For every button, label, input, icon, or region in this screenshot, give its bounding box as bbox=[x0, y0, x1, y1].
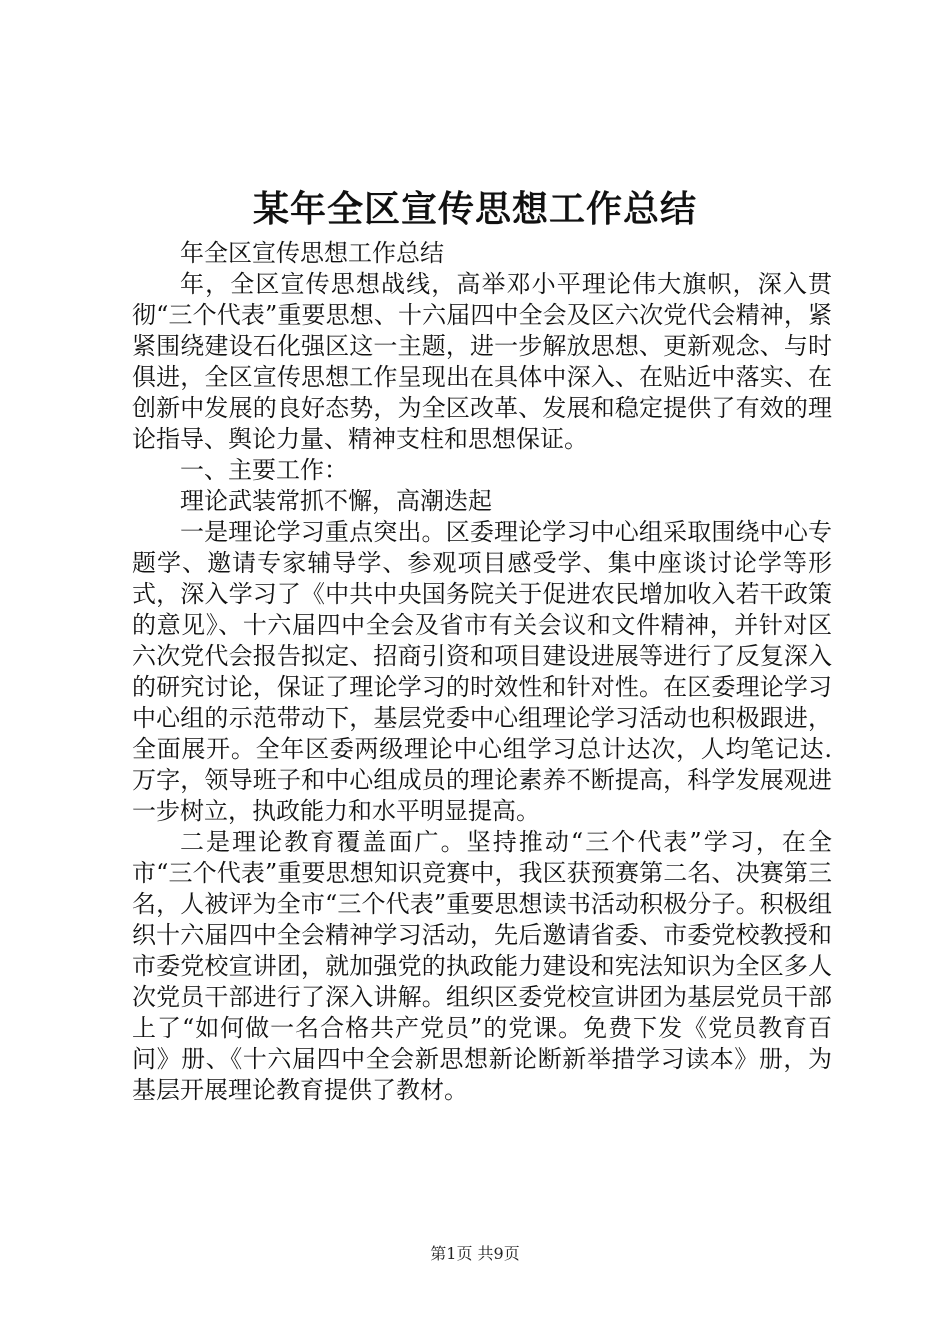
paragraph-subtitle: 年全区宣传思想工作总结 bbox=[180, 239, 444, 267]
page-number-footer: 第1页 共9页 bbox=[430, 1244, 520, 1263]
section-heading: 一、主要工作： bbox=[180, 456, 348, 484]
paragraph-theory-education: 二是理论教育覆盖面广。坚持推动“三个代表”学习，在全市“三个代表”重要思想知识竞赛中，我区获预赛第二名、决赛第三名，人被评为全市“三个代表”重要思想读书活动积极分子。积极组织十六届四中全会精神学习活动，先后邀请省委、市委党校教授和市委党校宣讲团，就加强党的执政能力建设和宪法知识为全区多人次党员干部进行了深入讲解。组织区委党校宣讲团为基层党员干部上了“如何做一名合格共产党员”的党课。免费下发《党员教育百问》册、《十六届四中全会新思想新论断新举措学习读本》册，为基层开展理论教育提供了教材。 bbox=[132, 828, 832, 1104]
subsection-heading: 理论武装常抓不懈，高潮迭起 bbox=[180, 487, 492, 515]
document-body bbox=[132, 238, 832, 1106]
document-title: 某年全区宣传思想工作总结 bbox=[252, 188, 697, 230]
paragraph-theory-study: 一是理论学习重点突出。区委理论学习中心组采取围绕中心专题学、邀请专家辅导学、参观项目感受学、集中座谈讨论学等形式，深入学习了《中共中央国务院关于促进农民增加收入若干政策的意见》、十六届四中全会及省市有关会议和文件精神，并针对区六次党代会报告拟定、招商引资和项目建设进展等进行了反复深入的研究讨论，保证了理论学习的时效性和针对性。在区委理论学习中心组的示范带动下，基层党委中心组理论学习活动也积极跟进，全面展开。全年区委两级理论中心组学习总计达次，人均笔记达.万字，领导班子和中心组成员的理论素养不断提高，科学发展观进一步树立，执政能力和水平明显提高。 bbox=[132, 518, 832, 825]
paragraph-intro: 年，全区宣传思想战线，高举邓小平理论伟大旗帜，深入贯彻“三个代表”重要思想、十六届四中全会及区六次党代会精神，紧紧围绕建设石化强区这一主题，进一步解放思想、更新观念、与时俱进，全区宣传思想工作呈现出在具体中深入、在贴近中落实、在创新中发展的良好态势，为全区改革、发展和稳定提供了有效的理论指导、舆论力量、精神支柱和思想保证。 bbox=[132, 270, 832, 453]
